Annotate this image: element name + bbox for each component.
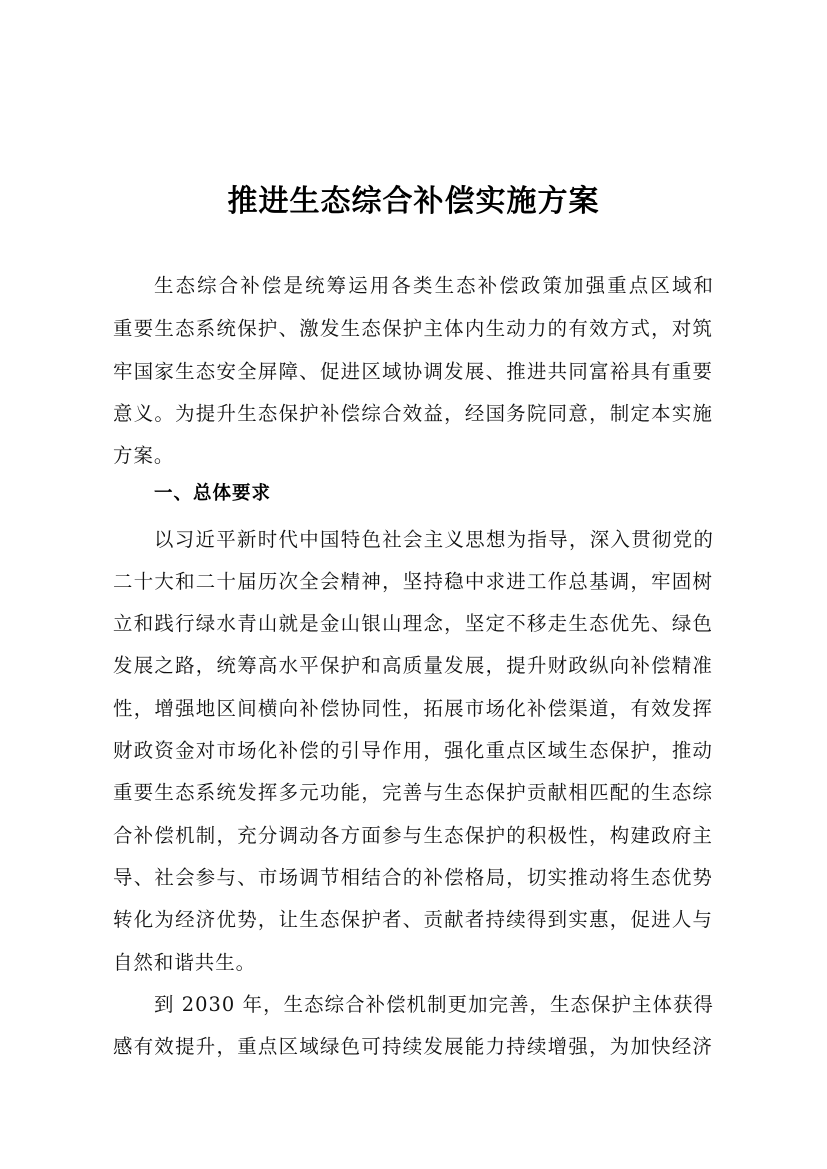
section-heading: 一、总体要求	[154, 483, 272, 504]
paragraph-line: 合补偿机制，充分调动各方面参与生态保护的积极性，构建政府主	[113, 824, 713, 847]
paragraph-line: 到 2030 年，生态综合补偿机制更加完善，生态保护主体获得	[154, 993, 714, 1016]
document-title: 推进生态综合补偿实施方案	[227, 184, 600, 219]
paragraph-line: 感有效提升，重点区域绿色可持续发展能力持续增强，为加快经济	[113, 1035, 713, 1058]
paragraph-line: 二十大和二十届历次全会精神，坚持稳中求进工作总基调，牢固树	[113, 570, 713, 593]
paragraph-line: 转化为经济优势，让生态保护者、贡献者持续得到实惠，促进人与	[113, 908, 713, 931]
paragraph-line: 方案。	[113, 444, 175, 467]
paragraph-line: 财政资金对市场化补偿的引导作用，强化重点区域生态保护，推动	[113, 739, 713, 762]
paragraph-line: 重要生态系统发挥多元功能，完善与生态保护贡献相匹配的生态综	[113, 781, 713, 804]
paragraph-line: 自然和谐共生。	[113, 951, 257, 974]
paragraph-line: 牢国家生态安全屏障、促进区域协调发展、推进共同富裕具有重要	[113, 360, 713, 383]
paragraph-line: 意义。为提升生态保护补偿综合效益，经国务院同意，制定本实施	[113, 402, 713, 425]
paragraph-line: 发展之路，统筹高水平保护和高质量发展，提升财政纵向补偿精准	[113, 654, 713, 677]
paragraph-line: 重要生态系统保护、激发生态保护主体内生动力的有效方式，对筑	[113, 317, 713, 340]
paragraph-line: 立和践行绿水青山就是金山银山理念，坚定不移走生态优先、绿色	[113, 612, 713, 635]
paragraph-line: 生态综合补偿是统筹运用各类生态补偿政策加强重点区域和	[154, 274, 714, 297]
paragraph-line: 以习近平新时代中国特色社会主义思想为指导，深入贯彻党的	[154, 528, 714, 551]
paragraph-line: 导、社会参与、市场调节相结合的补偿格局，切实推动将生态优势	[113, 866, 713, 889]
paragraph-line: 性，增强地区间横向补偿协同性，拓展市场化补偿渠道，有效发挥	[113, 697, 713, 720]
